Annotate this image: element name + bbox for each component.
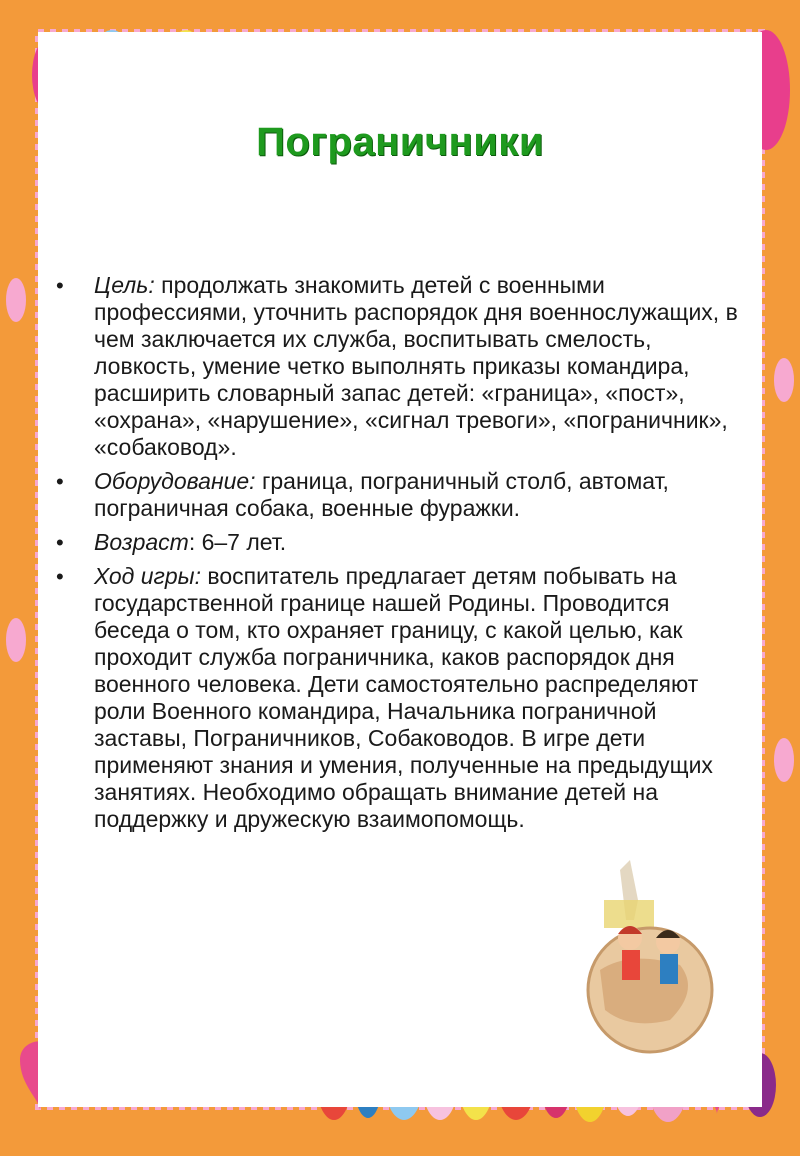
item-text: граница, пограничный столб, автомат, пограничная собака, военные фуражки.: [94, 468, 669, 521]
item-text: : 6–7 лет.: [188, 529, 287, 555]
bullet-icon: •: [56, 564, 64, 589]
item-label: Ход игры:: [94, 563, 201, 589]
bullet-icon: •: [56, 530, 64, 555]
item-label: Цель:: [94, 272, 155, 298]
bullet-icon: •: [56, 273, 64, 298]
list-item-age: [54, 529, 744, 556]
children-globe-illustration: [560, 860, 740, 1060]
content-list: [54, 272, 744, 840]
item-text: воспитатель предлагает детям побывать на государственной границе нашей Родины. Проводится беседа о том, кто охраняет границу, с какой целью, как проходит служба пограничника, каков распорядок дня военного человека. Дети самостоятельно распределяют роли Военного командира, Начальника пограничной заставы, Пограничников, Собаководов. В игре дети применяют знания и умения, полученные на предыдущих занятиях. Необходимо обращать внимание детей на поддержку и дружескую взаимопомощь.: [94, 563, 713, 832]
item-label: Возраст: [94, 529, 189, 555]
list-item-equipment: [54, 468, 744, 522]
bullet-icon: •: [56, 469, 64, 494]
page-title: Пограничники: [256, 120, 544, 164]
list-item-goal: [54, 272, 744, 461]
item-label: Оборудование:: [94, 468, 256, 494]
item-text: продолжать знакомить детей с военными профессиями, уточнить распорядок дня военнослужащих, в чем заключается их служба, воспитывать смелость, ловкость, умение четко выполнять приказы командира, расширить словарный запас детей: «граница», «пост», «охрана», «нарушение», «сигнал тревоги», «пограничник», «собаковод».: [94, 272, 738, 460]
list-item-game-course: [54, 563, 744, 833]
